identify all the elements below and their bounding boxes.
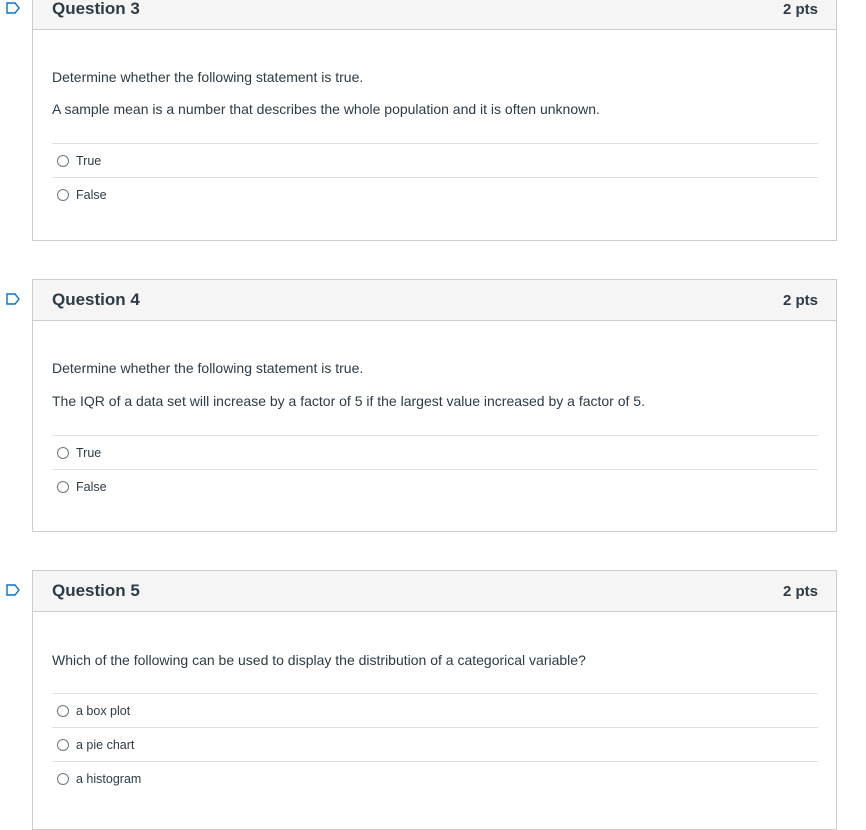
answer-label: False xyxy=(76,480,107,494)
question-header xyxy=(33,0,836,30)
answer-label: a box plot xyxy=(76,703,131,718)
question-prompt: Determine whether the following statement is true. xyxy=(52,360,364,376)
radio-button[interactable] xyxy=(57,447,69,459)
flag-question-icon[interactable] xyxy=(6,2,20,14)
question-4 xyxy=(32,279,837,532)
question-title: Question 5 xyxy=(52,581,140,600)
question-5 xyxy=(32,570,837,830)
question-statement: A sample mean is a number that describes the whole population and it is often unknown. xyxy=(52,101,600,117)
answer-label: a pie chart xyxy=(76,737,135,752)
answer-option-pie-chart[interactable] xyxy=(52,728,818,762)
question-title: Question 3 xyxy=(52,0,140,18)
question-header xyxy=(33,280,836,321)
answer-option-false[interactable] xyxy=(52,470,818,504)
question-body xyxy=(33,321,836,504)
answer-option-box-plot[interactable] xyxy=(52,694,818,728)
flag-question-icon[interactable] xyxy=(6,293,20,305)
answer-label: True xyxy=(76,153,102,168)
answer-list xyxy=(52,435,818,504)
radio-button[interactable] xyxy=(57,155,69,167)
question-statement: The IQR of a data set will increase by a factor of 5 if the largest value increased by a factor of 5. xyxy=(52,393,645,409)
question-title: Question 4 xyxy=(52,290,140,309)
question-prompt: Determine whether the following statement is true. xyxy=(52,69,364,85)
question-points: 2 pts xyxy=(782,291,818,309)
answer-list xyxy=(52,693,818,796)
answer-option-true[interactable] xyxy=(52,436,818,470)
radio-button[interactable] xyxy=(57,705,69,717)
question-body xyxy=(33,612,836,796)
question-prompt: Which of the following can be used to display the distribution of a categorical variable? xyxy=(52,652,586,668)
question-points: 2 pts xyxy=(782,0,818,18)
radio-button[interactable] xyxy=(57,739,69,751)
answer-list xyxy=(52,143,818,212)
question-points: 2 pts xyxy=(782,582,818,600)
question-header xyxy=(33,571,836,612)
answer-label: False xyxy=(76,188,107,202)
question-3 xyxy=(32,0,837,241)
answer-option-true[interactable] xyxy=(52,144,818,178)
question-body xyxy=(33,30,836,212)
radio-button[interactable] xyxy=(57,773,69,785)
answer-option-histogram[interactable] xyxy=(52,762,818,796)
radio-button[interactable] xyxy=(57,481,69,493)
flag-question-icon[interactable] xyxy=(6,584,20,596)
radio-button[interactable] xyxy=(57,189,69,201)
answer-label: a histogram xyxy=(76,772,142,786)
answer-option-false[interactable] xyxy=(52,178,818,212)
answer-label: True xyxy=(76,445,102,460)
